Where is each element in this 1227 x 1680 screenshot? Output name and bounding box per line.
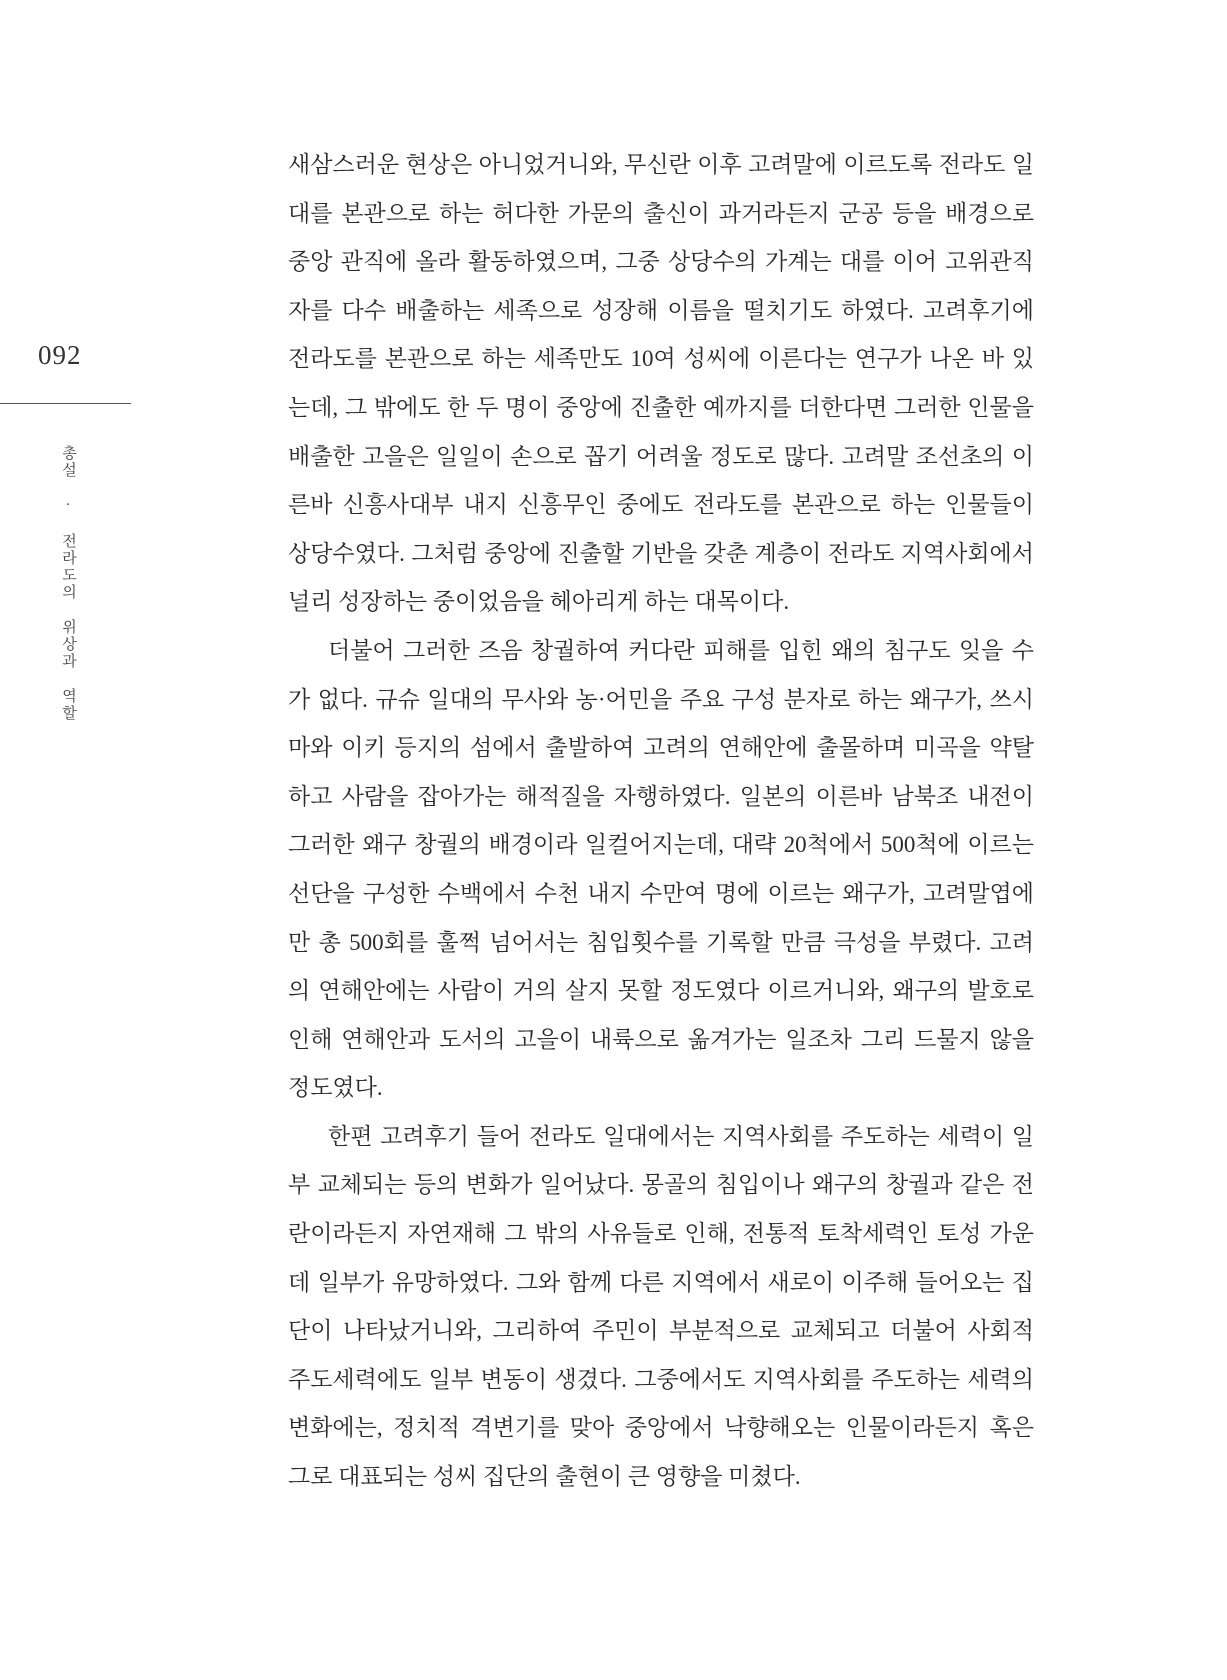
text-line: 그러한 왜구 창궐의 배경이라 일컬어지는데, 대략 20척에서 500척에 이르는 — [288, 832, 1034, 858]
text-line: 새삼스러운 현상은 아니었거니와, 무신란 이후 고려말에 이르도록 전라도 일 — [288, 152, 1034, 177]
text-line: 자를 다수 배출하는 세족으로 성장해 이름을 떨치기도 하였다. 고려후기에 — [288, 297, 1034, 323]
paragraph — [288, 1120, 1034, 1509]
text-line: 주도세력에도 일부 변동이 생겼다. 그중에서도 지역사회를 주도하는 세력의 — [288, 1366, 1034, 1392]
text-line: 정도였다. — [288, 1075, 383, 1101]
text-line: 인해 연해안과 도서의 고을이 내륙으로 옮겨가는 일조차 그리 드물지 않을 — [288, 1026, 1034, 1052]
text-line: 배출한 고을은 일일이 손으로 꼽기 어려울 정도로 많다. 고려말 조선초의 이 — [288, 443, 1034, 469]
text-line: 대를 본관으로 하는 허다한 가문의 출신이 과거라든지 군공 등을 배경으로 — [288, 200, 1034, 226]
text-line: 데 일부가 유망하였다. 그와 함께 다른 지역에서 새로이 이주해 들어오는 집 — [288, 1269, 1034, 1295]
text-line: 중앙 관직에 올라 활동하였으며, 그중 상당수의 가계는 대를 이어 고위관직 — [288, 249, 1034, 275]
text-line: 마와 이키 등지의 섬에서 출발하여 고려의 연해안에 출몰하며 미곡을 약탈 — [288, 735, 1034, 761]
margin-divider — [0, 403, 131, 404]
text-line: 란이라든지 자연재해 그 밖의 사유들로 인해, 전통적 토착세력인 토성 가운 — [288, 1221, 1034, 1247]
text-line: 는데, 그 밖에도 한 두 명이 중앙에 진출한 예까지를 더한다면 그러한 인물을 — [288, 394, 1034, 420]
text-line: 선단을 구성한 수백에서 수천 내지 수만여 명에 이르는 왜구가, 고려말엽에 — [288, 880, 1034, 906]
text-line: 변화에는, 정치적 격변기를 맞아 중앙에서 낙향해오는 인물이라든지 혹은 — [288, 1415, 1034, 1441]
text-line: 그로 대표되는 성씨 집단의 출현이 큰 영향을 미쳤다. — [288, 1464, 801, 1490]
running-title: 총설 · 전라도의 위상과 역할 — [60, 445, 76, 722]
text-line: 한편 고려후기 들어 전라도 일대에서는 지역사회를 주도하는 세력이 일 — [328, 1123, 1034, 1149]
body-text — [288, 148, 1034, 1509]
text-line: 널리 성장하는 중이었음을 헤아리게 하는 대목이다. — [288, 589, 790, 615]
text-line: 상당수였다. 그처럼 중앙에 진출할 기반을 갖춘 계층이 전라도 지역사회에서 — [288, 540, 1034, 566]
text-line: 가 없다. 규슈 일대의 무사와 농·어민을 주요 구성 분자로 하는 왜구가, 쓰시 — [288, 686, 1034, 712]
page-number: 092 — [38, 340, 82, 370]
text-line: 만 총 500회를 훌쩍 넘어서는 침입횟수를 기록할 만큼 극성을 부렸다. 고려 — [288, 929, 1034, 955]
text-line: 른바 신흥사대부 내지 신흥무인 중에도 전라도를 본관으로 하는 인물들이 — [288, 492, 1034, 518]
text-line: 하고 사람을 잡아가는 해적질을 자행하였다. 일본의 이른바 남북조 내전이 — [288, 783, 1034, 809]
text-line: 부 교체되는 등의 변화가 일어났다. 몽골의 침입이나 왜구의 창궐과 같은 전 — [288, 1172, 1034, 1198]
paragraph — [288, 634, 1034, 1120]
text-line: 의 연해안에는 사람이 거의 살지 못할 정도였다 이르거니와, 왜구의 발호로 — [288, 978, 1034, 1004]
text-line: 더불어 그러한 즈음 창궐하여 커다란 피해를 입힌 왜의 침구도 잊을 수 — [328, 637, 1034, 663]
text-line: 단이 나타났거니와, 그리하여 주민이 부분적으로 교체되고 더불어 사회적 — [288, 1318, 1034, 1344]
paragraph — [288, 148, 1034, 634]
text-line: 전라도를 본관으로 하는 세족만도 10여 성씨에 이른다는 연구가 나온 바 있 — [288, 346, 1034, 372]
